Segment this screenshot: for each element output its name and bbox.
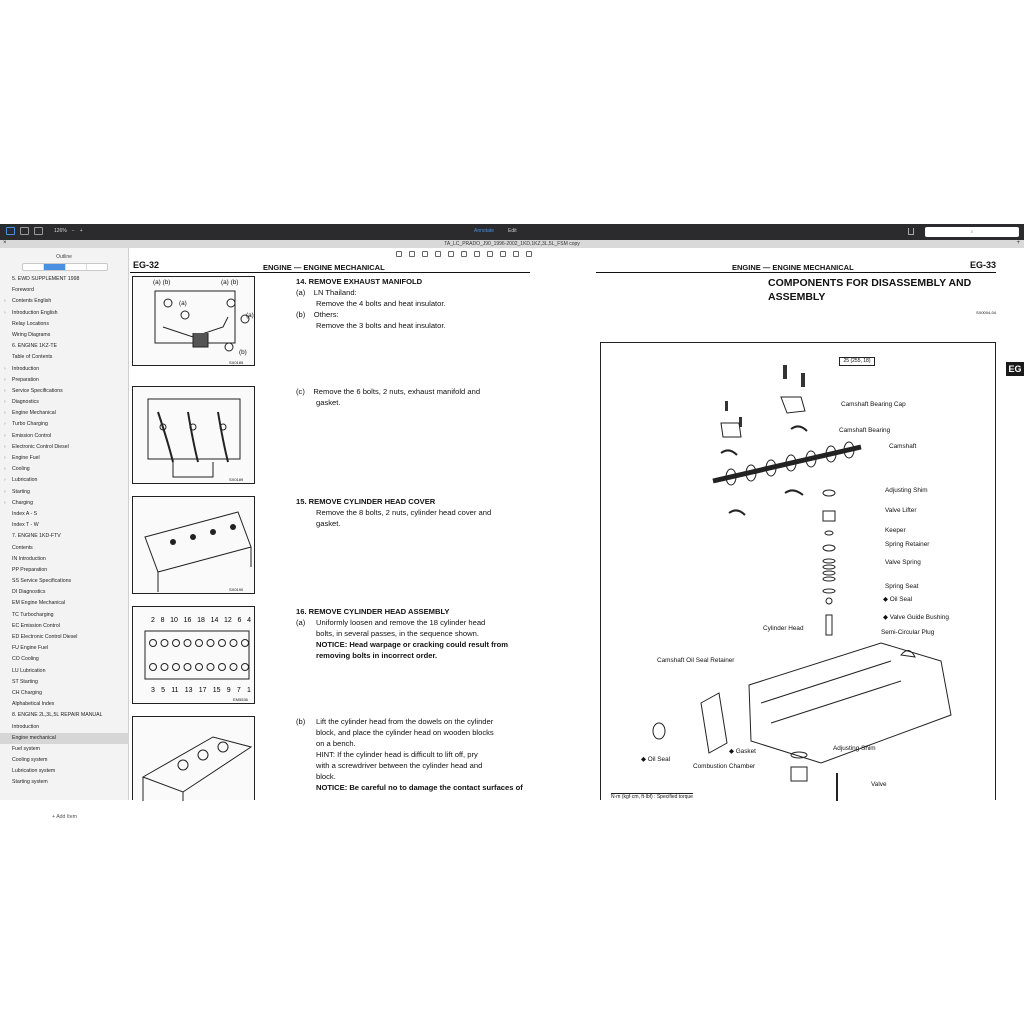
outline-item-label: Emission Control <box>12 432 52 439</box>
outline-item-label: 8. ENGINE 2L,3L,5L REPAIR MANUAL <box>12 712 103 719</box>
outline-item-label: Lubrication system <box>12 768 56 775</box>
label-keeper: Keeper <box>885 527 906 534</box>
bolt-sequence-figure <box>132 606 255 704</box>
bolt-hole <box>207 640 214 647</box>
bolt-hole <box>242 664 249 671</box>
label-semi-circular-plug: Semi-Circular Plug <box>881 629 935 636</box>
document-viewer <box>130 248 1024 800</box>
outline-item[interactable] <box>0 296 129 307</box>
bolt-number: 6 <box>237 617 242 624</box>
outline-item[interactable] <box>0 475 129 486</box>
outline-item-label: Introduction English <box>12 309 58 316</box>
bolt-hole <box>161 664 168 671</box>
outline-item[interactable] <box>0 598 129 609</box>
bolt-hole <box>150 640 157 647</box>
zoom-level[interactable]: 126% <box>54 228 67 234</box>
bolt-hole <box>173 640 180 647</box>
label-camshaft: Camshaft <box>889 443 917 450</box>
chevron-right-icon[interactable]: › <box>4 499 6 506</box>
outline-item[interactable] <box>0 777 129 788</box>
step-14: 14. REMOVE EXHAUST MANIFOLD (a) LN Thailand: Remove the 4 bolts and heat insulator. (b) Others: Remove the 3 bolts and heat insulator. <box>296 277 446 330</box>
outline-item-label: Index T - W <box>12 522 39 529</box>
outline-item[interactable] <box>0 308 129 319</box>
chevron-right-icon[interactable]: › <box>4 309 6 316</box>
outline-item[interactable] <box>0 386 129 397</box>
bolt-hole <box>242 640 249 647</box>
outline-item-label: TC Turbocharging <box>12 611 54 618</box>
outline-item[interactable] <box>0 699 129 710</box>
label-spring-retainer: Spring Retainer <box>885 541 930 548</box>
label-camshaft-bearing-cap: Camshaft Bearing Cap <box>841 401 906 408</box>
outline-item[interactable] <box>0 621 129 632</box>
bolt-numbers-bottom <box>151 687 251 694</box>
outline-item-label: Service Specifications <box>12 387 63 394</box>
outline-item-label: 7. ENGINE 1KD-FTV <box>12 533 61 540</box>
bolt-hole <box>196 640 203 647</box>
manifold-bolts-figure <box>132 386 255 484</box>
outline-item-label: Diagnostics <box>12 399 39 406</box>
bolt-hole <box>184 640 191 647</box>
annotate-tab[interactable]: Annotate <box>474 228 495 234</box>
chevron-right-icon[interactable]: › <box>4 477 6 484</box>
outline-sidebar <box>0 248 129 820</box>
components-diagram <box>600 342 996 800</box>
label-valve-spring: Valve Spring <box>885 559 921 566</box>
outline-item[interactable] <box>0 654 129 665</box>
outline-item-label: EM Engine Mechanical <box>12 600 66 607</box>
label-combustion-chamber: Combustion Chamber <box>693 763 756 770</box>
bolt-hole <box>219 640 226 647</box>
label-oil-seal-2: ◆ Oil Seal <box>641 756 671 763</box>
outline-item-label: Preparation <box>12 376 39 383</box>
outline-item-label: Relay Locations <box>12 320 49 327</box>
outline-item[interactable] <box>0 554 129 565</box>
outline-item[interactable] <box>0 453 129 464</box>
outline-item-label: Turbo Charging <box>12 421 48 428</box>
outline-item[interactable] <box>0 643 129 654</box>
text-box-icon[interactable] <box>474 251 480 257</box>
outline-item-label: IN Introduction <box>12 555 46 562</box>
outline-item[interactable] <box>0 632 129 643</box>
step-16b: (b) Lift the cylinder head from the dowels on the cylinder block, and place the cylinder head on wooden blocks on a bench. HINT: If the cylinder head is difficult to lift off, pry with a screwdriver between the cylinder head and block. NOTICE: Be careful no to damage the contact surfaces of <box>296 717 523 792</box>
bolt-hole <box>230 640 237 647</box>
title-bar <box>0 240 1024 248</box>
label-camshaft-oil-seal-retainer: Camshaft Oil Seal Retainer <box>657 657 735 664</box>
outline-item[interactable] <box>0 509 129 520</box>
label-valve-lifter: Valve Lifter <box>885 507 917 514</box>
outline-item[interactable] <box>0 733 129 744</box>
outline-item-label: Contents <box>12 544 33 551</box>
label-adjusting-shim-2: Adjusting Shim <box>833 745 876 752</box>
step-16: 16. REMOVE CYLINDER HEAD ASSEMBLY (a) Uniformly loosen and remove the 18 cylinder head bolts, in several passes, in the sequence shown. NOTICE: Head warpage or cracking could result from removing bolts in incorrect order. <box>296 607 508 660</box>
outline-item[interactable] <box>0 766 129 777</box>
label-valve-guide-bushing: ◆ Valve Guide Bushing <box>883 614 949 621</box>
outline-item-label: Introduction <box>12 723 40 730</box>
outline-item-label: Foreword <box>12 287 34 294</box>
torque-legend: N·m (kgf·cm, ft·lbf) : Specified torque <box>611 794 693 800</box>
label-gasket: ◆ Gasket <box>729 748 756 755</box>
search-input[interactable]: ⌕ <box>925 227 1019 237</box>
outline-item[interactable] <box>0 587 129 598</box>
figure-code: SX0004-04 <box>976 310 997 315</box>
outline-item-label: DI Diagnostics <box>12 589 46 596</box>
page-eg-32 <box>130 260 530 800</box>
sidebar-toggle-icon[interactable] <box>6 227 15 235</box>
outline-item-label: CO Cooling <box>12 656 39 663</box>
outline-item[interactable] <box>0 565 129 576</box>
chevron-right-icon[interactable]: › <box>4 387 6 394</box>
markup-toolbar <box>396 251 532 257</box>
bolt-number: 10 <box>170 617 178 624</box>
chevron-right-icon[interactable]: › <box>4 298 6 305</box>
chevron-right-icon[interactable]: › <box>4 443 6 450</box>
outline-item-label: Contents English <box>12 298 52 305</box>
close-tab-icon[interactable]: × <box>3 240 7 246</box>
outline-item-label: ED Electronic Control Diesel <box>12 634 78 640</box>
outline-item-label: Table of Contents <box>12 354 53 361</box>
page-number: EG-33 <box>970 260 997 270</box>
thumbnails-icon[interactable] <box>20 227 29 235</box>
outline-item-label: PP Preparation <box>12 566 48 573</box>
bolt-number: 5 <box>161 687 166 694</box>
bolt-hole <box>219 664 226 671</box>
comment-icon[interactable] <box>500 251 506 257</box>
bolt-number: 2 <box>151 617 155 624</box>
outline-item[interactable] <box>0 710 129 721</box>
fig-label: (a) <box>179 300 187 307</box>
outline-item-label: Cooling system <box>12 757 48 764</box>
sidebar-view-tabs <box>22 263 108 271</box>
outline-item-label: Engine Mechanical <box>12 410 56 417</box>
underline-icon[interactable] <box>422 251 428 257</box>
head-cover-drawing <box>133 497 256 595</box>
section-title: COMPONENTS FOR DISASSEMBLY AND ASSEMBLY <box>768 277 972 303</box>
chevron-right-icon[interactable]: › <box>4 455 6 461</box>
bolt-hole <box>184 664 191 671</box>
head-lift-figure <box>132 716 255 800</box>
share-icon[interactable] <box>908 228 914 235</box>
zoom-in-button[interactable]: + <box>79 228 83 234</box>
components-drawing <box>601 343 997 801</box>
outline-item[interactable] <box>0 408 129 419</box>
page-header: ENGINE — ENGINE MECHANICAL <box>263 263 385 272</box>
add-item-button[interactable]: + Add Item <box>52 814 77 820</box>
tab-bookmarks[interactable] <box>66 264 87 270</box>
outline-item-label: Engine Fuel <box>12 455 40 461</box>
outline-item[interactable] <box>0 330 129 341</box>
bolt-number: 1 <box>247 687 251 694</box>
pen-icon[interactable] <box>448 251 454 257</box>
eraser-icon[interactable] <box>435 251 441 257</box>
bolt-number: 12 <box>224 617 232 624</box>
chevron-right-icon[interactable]: › <box>4 365 6 372</box>
bolt-number: 3 <box>151 687 155 694</box>
label-cylinder-head: Cylinder Head <box>763 625 804 632</box>
outline-item[interactable] <box>0 319 129 330</box>
new-tab-button[interactable]: + <box>1016 240 1020 246</box>
outline-item[interactable] <box>0 375 129 386</box>
outline-item-label: Wiring Diagrams <box>12 331 51 338</box>
label-camshaft-bearing: Camshaft Bearing <box>839 427 891 434</box>
outline-item[interactable] <box>0 755 129 766</box>
header-rule <box>130 272 530 273</box>
outline-item[interactable] <box>0 722 129 733</box>
outline-item-label: Cooling <box>12 466 30 473</box>
exhaust-manifold-figure <box>132 276 255 366</box>
label-spring-seat: Spring Seat <box>885 583 919 590</box>
outline-item-label: Introduction <box>12 365 40 372</box>
outline-item[interactable] <box>0 341 129 352</box>
figure-code: EM5536 <box>233 697 248 702</box>
bolt-hole <box>150 664 157 671</box>
label-oil-seal: ◆ Oil Seal <box>883 596 913 603</box>
label-valve: Valve <box>871 781 887 788</box>
torque-box: 25 (255, 18) <box>839 357 875 366</box>
exhaust-manifold-drawing <box>133 277 256 367</box>
fig-label: (a) <box>246 312 254 319</box>
outline-item[interactable] <box>0 744 129 755</box>
outline-item-label: EC Emission Control <box>12 622 60 629</box>
highlight-icon[interactable] <box>409 251 415 257</box>
chevron-right-icon[interactable]: › <box>4 432 6 439</box>
head-cover-figure <box>132 496 255 594</box>
outline-item-label: Engine mechanical <box>12 734 56 741</box>
chevron-right-icon[interactable]: › <box>4 410 6 417</box>
bolt-number: 17 <box>198 687 207 694</box>
bolt-hole <box>230 664 237 671</box>
outline-item[interactable] <box>0 274 129 285</box>
step-14c: (c) Remove the 6 bolts, 2 nuts, exhaust manifold and gasket. <box>296 387 481 407</box>
outline-item[interactable] <box>0 431 129 442</box>
outline-item[interactable] <box>0 543 129 554</box>
fig-label: (a) (b) <box>153 279 171 286</box>
bolt-hole <box>173 664 180 671</box>
page-number: EG-32 <box>133 260 160 270</box>
bolt-hole <box>161 640 168 647</box>
sidebar-title: Outline <box>56 254 72 260</box>
chevron-right-icon[interactable]: › <box>4 376 6 383</box>
pdf-viewer-window <box>0 224 1024 820</box>
note-icon[interactable] <box>487 251 493 257</box>
outline-item-label: CH Charging <box>12 689 42 696</box>
figure-code: SX0189 <box>229 477 244 482</box>
outline-item-label: Starting <box>12 488 30 495</box>
two-page-icon[interactable] <box>34 227 43 235</box>
outline-item[interactable] <box>0 677 129 688</box>
bolt-number: 18 <box>197 617 205 624</box>
document-title: TA_LC_PRADO_J90_1996-2002_1KD,1KZ,3L,5L_FSM copy <box>444 241 580 247</box>
bolt-hole <box>207 664 214 671</box>
signature-icon[interactable] <box>513 251 519 257</box>
outline-item-label: Index A - S <box>12 510 38 517</box>
label-adjusting-shim: Adjusting Shim <box>885 487 928 494</box>
figure-code: SX0185 <box>229 360 244 365</box>
bolt-hole <box>196 664 203 671</box>
zoom-out-button[interactable]: − <box>71 228 75 234</box>
toolbar <box>0 224 1024 240</box>
outline-item[interactable] <box>0 688 129 699</box>
header-rule <box>596 272 996 273</box>
outline-item[interactable] <box>0 498 129 509</box>
outline-item-label: ST Starting <box>12 678 38 685</box>
bolt-number: 13 <box>184 687 193 694</box>
bolt-number: 14 <box>210 617 219 624</box>
outline-item-label: 6. ENGINE 1KZ-TE <box>12 343 57 350</box>
chevron-right-icon[interactable]: › <box>4 466 6 473</box>
page-header: ENGINE — ENGINE MECHANICAL <box>732 263 854 272</box>
outline-item[interactable] <box>0 610 129 621</box>
figure-code: SX0190 <box>229 587 244 592</box>
bolt-number: 11 <box>171 687 179 694</box>
outline-item[interactable] <box>0 352 129 363</box>
chevron-right-icon[interactable]: › <box>4 488 6 495</box>
page-eg-33 <box>596 260 1024 800</box>
bolt-number: 8 <box>160 617 165 624</box>
outline-item-label: Electronic Control Diesel <box>12 443 69 450</box>
fig-label: (b) <box>239 349 247 356</box>
chevron-right-icon[interactable]: › <box>4 421 6 428</box>
outline-item[interactable] <box>0 531 129 542</box>
outline-item[interactable] <box>0 464 129 475</box>
section-tab-eg: EG <box>1006 362 1024 376</box>
step-15: 15. REMOVE CYLINDER HEAD COVER Remove the 8 bolts, 2 nuts, cylinder head cover and gasket. <box>296 497 492 528</box>
outline-item-label: Charging <box>12 499 34 506</box>
outline-item[interactable] <box>0 364 129 375</box>
bolt-number: 4 <box>247 617 251 624</box>
tab-thumbnails[interactable] <box>23 264 44 270</box>
outline-item-label: SS Service Specifications <box>12 578 72 585</box>
outline-item[interactable] <box>0 419 129 430</box>
outline-item[interactable] <box>0 442 129 453</box>
edit-tab[interactable]: Edit <box>508 228 517 234</box>
outline-item-label: 5. EWD SUPPLEMENT 1998 <box>12 276 80 282</box>
bolt-number: 15 <box>212 687 221 694</box>
manifold-bolts-drawing <box>133 387 256 485</box>
outline-item-label: Alphabetical Index <box>12 701 55 708</box>
outline-item[interactable] <box>0 576 129 587</box>
text-format-icon[interactable] <box>396 251 402 257</box>
outline-item[interactable] <box>0 487 129 498</box>
stamp-icon[interactable] <box>526 251 532 257</box>
head-lift-drawing <box>133 717 256 801</box>
outline-item[interactable] <box>0 397 129 408</box>
outline-item-label: Fuel system <box>12 745 40 752</box>
tab-outline[interactable] <box>44 264 65 270</box>
outline-item[interactable] <box>0 520 129 531</box>
shapes-icon[interactable] <box>461 251 467 257</box>
outline-item[interactable] <box>0 285 129 296</box>
outline-item-label: Starting system <box>12 779 48 786</box>
tab-annotations[interactable] <box>87 264 107 270</box>
outline-item[interactable] <box>0 666 129 677</box>
fig-label: (a) (b) <box>221 279 239 286</box>
chevron-right-icon[interactable]: › <box>4 399 6 406</box>
outline-item-label: Lubrication <box>12 477 38 484</box>
outline-list <box>0 274 129 789</box>
bolt-number: 9 <box>226 687 231 694</box>
outline-item-label: LU Lubrication <box>12 667 46 674</box>
bolt-number: 16 <box>183 617 192 624</box>
outline-item-label: FU Engine Fuel <box>12 645 49 652</box>
bolt-number: 7 <box>236 687 241 694</box>
